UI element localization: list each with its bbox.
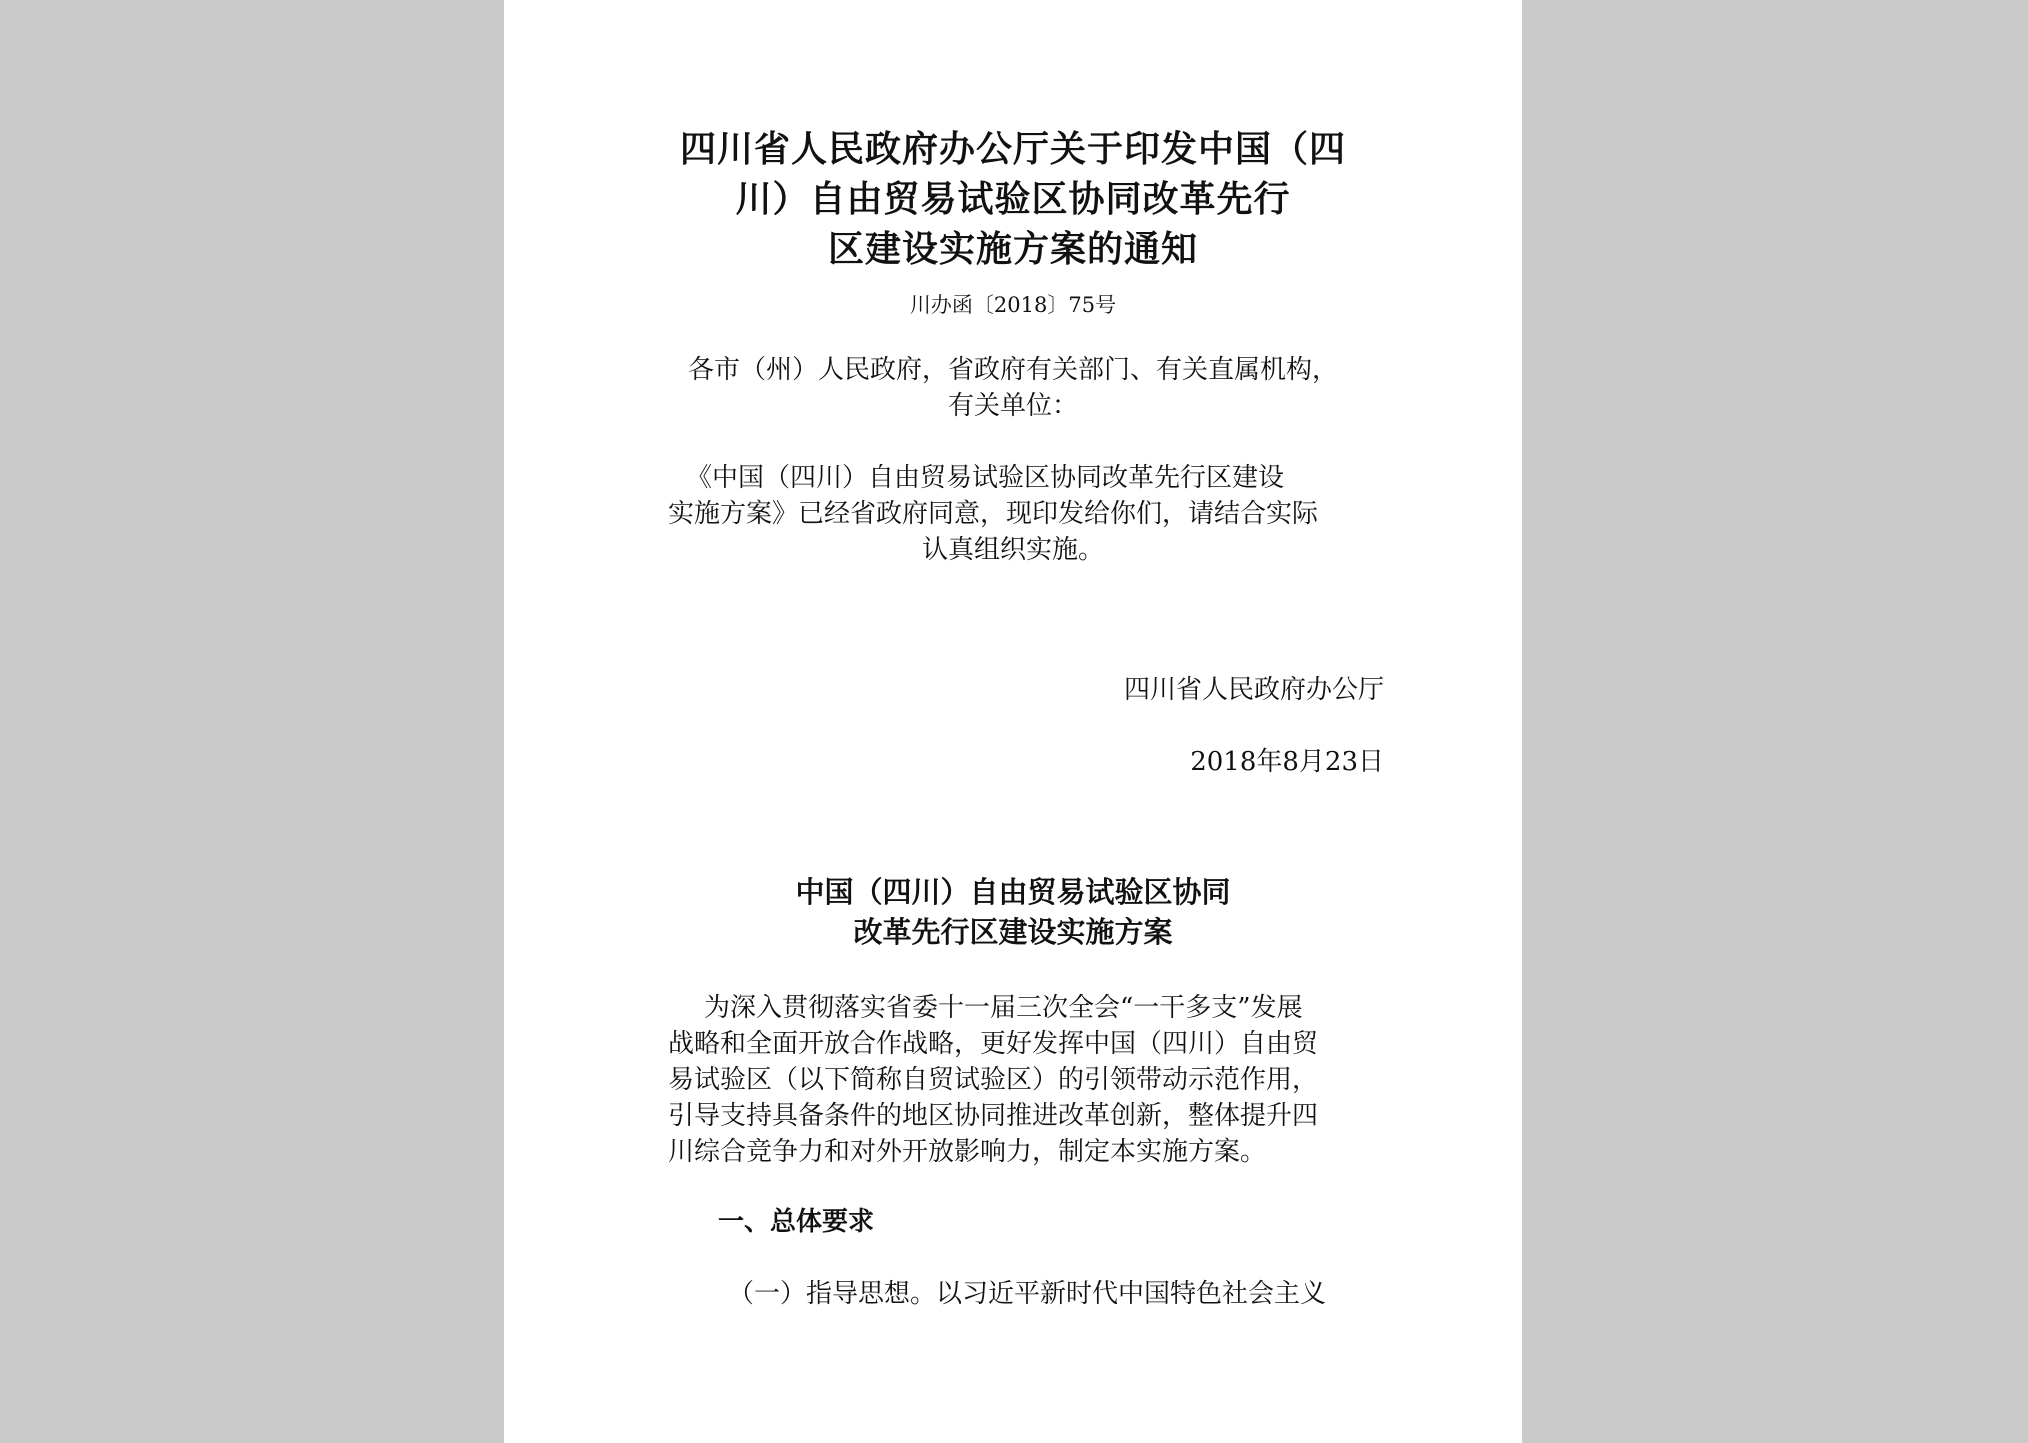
intro-line-5: 川综合竞争力和对外开放影响力，制定本实施方案。 [668,1137,1267,1167]
addressee-line-2: 有关单位： [947,391,1078,421]
subsection-line: （一）指导思想。以习近平新时代中国特色社会主义 [728,1279,1327,1309]
issuer-name: 四川省人民政府办公厅 [1123,675,1384,705]
section-heading: 一、总体要求 [718,1207,875,1237]
document-number: 川办函〔2018〕75号 [909,293,1117,317]
document-title-line-1: 四川省人民政府办公厅关于印发中国（四 [679,128,1346,170]
notice-line-3: 认真组织实施。 [921,535,1104,565]
notice-line-1: 《中国（四川）自由贸易试验区协同改革先行区建设 [686,463,1285,493]
intro-line-4: 引导支持具备条件的地区协同推进改革创新，整体提升四 [668,1101,1319,1131]
addressee-line-1: 各市（州）人民政府，省政府有关部门、有关直属机构， [687,355,1338,385]
intro-line-1: 为深入贯彻落实省委十一届三次全会“一干多支”发展 [704,993,1303,1023]
plan-title-line-1: 中国（四川）自由贸易试验区协同 [795,875,1231,909]
document-title-line-3: 区建设实施方案的通知 [827,228,1198,270]
intro-line-3: 易试验区（以下简称自贸试验区）的引领带动示范作用， [668,1065,1319,1095]
issue-date: 2018年8月23日 [1190,747,1384,777]
notice-line-2: 实施方案》已经省政府同意，现印发给你们，请结合实际 [668,499,1319,529]
intro-line-2: 战略和全面开放合作战略，更好发挥中国（四川）自由贸 [668,1029,1319,1059]
document-title-line-2: 川）自由贸易试验区协同改革先行 [735,178,1291,220]
document-page [504,0,1522,1443]
plan-title-line-2: 改革先行区建设实施方案 [853,915,1173,949]
